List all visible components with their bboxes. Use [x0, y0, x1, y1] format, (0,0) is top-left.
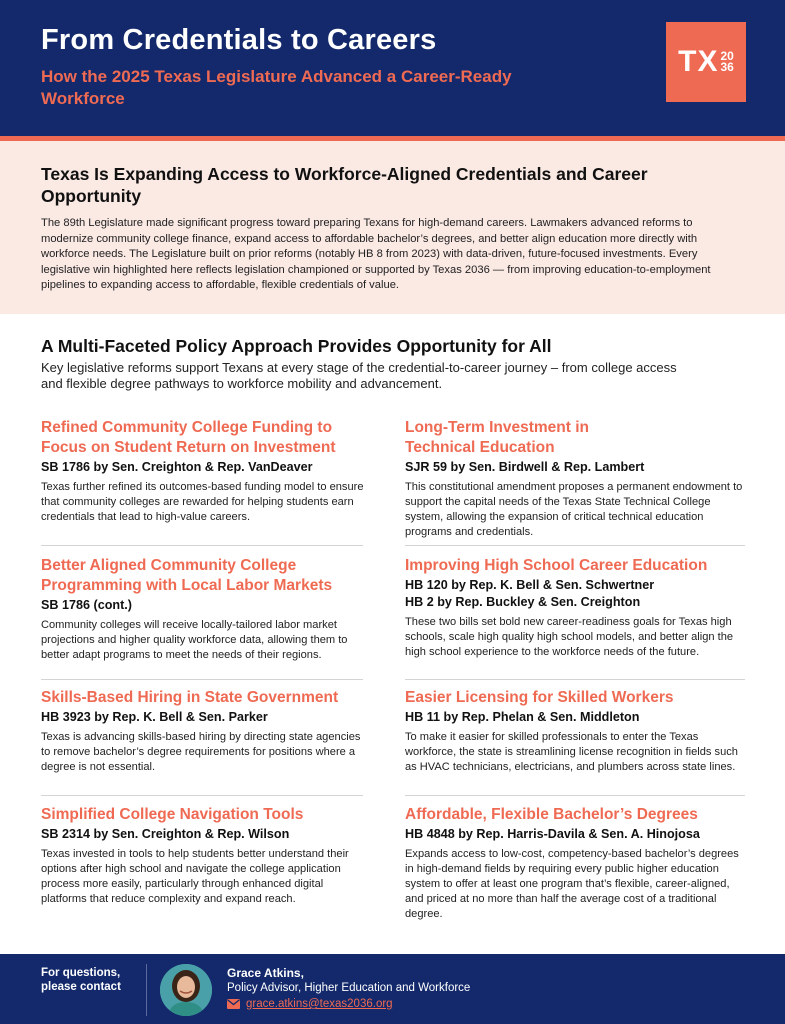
policy-title: Skills-Based Hiring in State Government	[41, 689, 339, 706]
intro-heading: Texas Is Expanding Access to Workforce-Aligned Credentials and Career Opportunity	[41, 164, 648, 206]
policy-description: Texas further refined its outcomes-based funding model to ensure that community colleges are rewarded for helping students earn credentials that lead to high-value careers.	[41, 481, 364, 523]
policy-bill: HB 4848 by Rep. Harris-Davila & Sen. A. Hinojosa	[405, 827, 700, 841]
logo-tx: TX	[678, 45, 719, 78]
policy-bill: SJR 59 by Sen. Birdwell & Rep. Lambert	[405, 460, 645, 474]
policy-item	[41, 688, 371, 775]
page-subtitle: How the 2025 Texas Legislature Advanced a Career-Ready Workforce	[41, 67, 512, 108]
policy-bill: SB 1786 by Sen. Creighton & Rep. VanDeaver	[41, 460, 313, 474]
policy-item	[405, 418, 745, 540]
policy-title: Affordable, Flexible Bachelor’s Degrees	[405, 806, 698, 823]
policy-bill: HB 11 by Rep. Phelan & Sen. Middleton	[405, 710, 640, 724]
texas-2036-logo	[666, 22, 746, 102]
policy-title: Simplified College Navigation Tools	[41, 806, 304, 823]
logo-year	[720, 51, 733, 73]
policy-description: To make it easier for skilled professionals to enter the Texas workforce, the state is streamlining license recognition in fields such as HVAC technicians, electricians, and plumbers across state lines.	[405, 731, 738, 773]
mail-icon	[227, 999, 240, 1009]
contact-role: Policy Advisor, Higher Education and Workforce	[227, 982, 471, 994]
divider	[41, 545, 363, 546]
policy-description: These two bills set bold new career-readiness goals for Texas high schools, scale high quality high school models, and better align the high school experience to the workforce needs of the future.	[405, 616, 734, 658]
intro-section	[0, 141, 785, 314]
approach-body: Key legislative reforms support Texans at every stage of the credential-to-career journey – from college access and flexible degree pathways to workforce mobility and advancement.	[41, 360, 677, 391]
policy-title: Easier Licensing for Skilled Workers	[405, 689, 674, 706]
policy-bill: HB 3923 by Rep. K. Bell & Sen. Parker	[41, 710, 268, 724]
logo-year-top: 20	[720, 49, 734, 63]
policy-title: Long-Term Investment in Technical Education	[405, 419, 590, 456]
policy-bill: SB 2314 by Sen. Creighton & Rep. Wilson	[41, 827, 290, 841]
policy-description: Expands access to low-cost, competency-based bachelor’s degrees in high-demand fields by requiring every public higher education system to offer at least one program that’s flexible, career-aligned, and priced at no more than half the average cost of a traditional degree.	[405, 848, 739, 920]
policy-title: Better Aligned Community College Programming with Local Labor Markets	[41, 557, 333, 594]
logo-year-bottom: 36	[720, 60, 734, 74]
intro-body: The 89th Legislature made significant progress toward preparing Texans for high-demand careers. Lawmakers advanced reforms to modernize community college finance, expand access to affordable bachelor’s degrees, and better align education more directly with workforce needs. The Legislature built on prior reforms (notably HB 8 from 2023) with data-driven, future-focused investments. Every legislative win highlighted here reflects legislation championed or supported by Texas 2036 — from improving education-to-employment pipelines to expanding access to affordable, flexible credentials of value.	[41, 217, 711, 291]
contact-prompt: For questions, please contact	[41, 967, 121, 993]
divider	[405, 545, 745, 546]
policy-title: Refined Community College Funding to Focus on Student Return on Investment	[41, 419, 336, 456]
policy-description: This constitutional amendment proposes a permanent endowment to support the capital needs of the Texas State Technical College system, allowing the expansion of critical technical education programs and credentials.	[405, 481, 743, 538]
divider	[405, 679, 745, 680]
footer-divider	[146, 964, 147, 1016]
policy-item	[405, 805, 745, 922]
policy-item	[41, 805, 371, 907]
policy-bill: HB 120 by Rep. K. Bell & Sen. Schwertner	[405, 578, 655, 592]
policy-description: Community colleges will receive locally-tailored labor market projections and higher quality workforce data, allowing them to better adapt programs to meet the needs of their regions.	[41, 619, 348, 661]
header-banner	[0, 0, 785, 136]
policy-description: Texas invested in tools to help students better understand their options after high school and navigate the college application process more easily, particularly through enhanced digital platforms that reduce complexity and expand reach.	[41, 848, 349, 905]
policy-title: Improving High School Career Education	[405, 557, 708, 574]
policy-item	[405, 556, 745, 660]
contact-email-link[interactable]: grace.atkins@texas2036.org	[246, 998, 393, 1010]
policy-item	[41, 418, 371, 525]
policy-item	[405, 688, 745, 775]
avatar	[160, 964, 212, 1016]
policy-bill: SB 1786 (cont.)	[41, 598, 132, 612]
divider	[41, 679, 363, 680]
approach-heading: A Multi-Faceted Policy Approach Provides Opportunity for All	[41, 336, 552, 356]
policy-description: Texas is advancing skills-based hiring by directing state agencies to remove bachelor’s degree requirements for positions where a degree is not essential.	[41, 731, 361, 773]
divider	[405, 795, 745, 796]
contact-name: Grace Atkins,	[227, 966, 304, 980]
policy-item	[41, 556, 371, 663]
contact-email-row	[227, 998, 393, 1010]
divider	[41, 795, 363, 796]
page-title: From Credentials to Careers	[41, 24, 437, 56]
policy-bill-secondary: HB 2 by Rep. Buckley & Sen. Creighton	[405, 595, 641, 609]
person-portrait-icon	[160, 964, 212, 1016]
contact-footer	[0, 954, 785, 1024]
